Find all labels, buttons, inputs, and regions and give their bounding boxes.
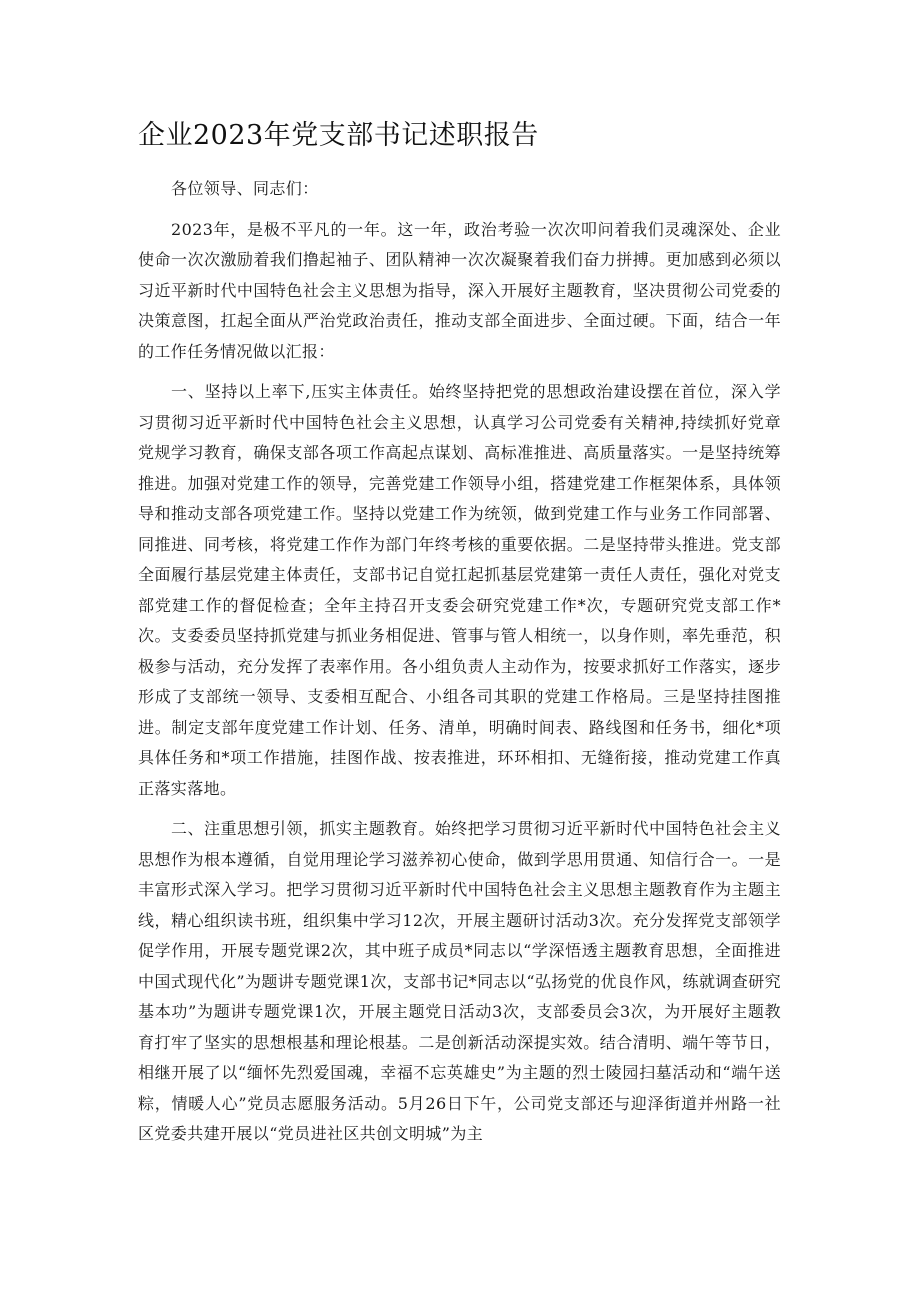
document-body [138, 174, 781, 1150]
section-one-paragraph: 一、坚持以上率下,压实主体责任。始终坚持把党的思想政治建设摆在首位，深入学习贯彻习近平新时代中国特色社会主义思想，认真学习公司党委有关精神,持续抓好党章党规学习教育，确保支部各项工作高起点谋划、高标准推进、高质量落实。一是坚持统筹推进。加强对党建工作的领导，完善党建工作领导小组，搭建党建工作框架体系，具体领导和推动支部各项党建工作。坚持以党建工作为统领，做到党建工作与业务工作同部署、同推进、同考核，将党建工作作为部门年终考核的重要依据。二是坚持带头推进。党支部全面履行基层党建主体责任，支部书记自觉扛起抓基层党建第一责任人责任，强化对党支部党建工作的督促检查；全年主持召开支委会研究党建工作*次，专题研究党支部工作*次。支委委员坚持抓党建与抓业务相促进、管事与管人相统一，以身作则，率先垂范，积极参与活动，充分发挥了表率作用。各小组负责人主动作为，按要求抓好工作落实，逐步形成了支部统一领导、支委相互配合、小组各司其职的党建工作格局。三是坚持挂图推进。制定支部年度党建工作计划、任务、清单，明确时间表、路线图和任务书，细化*项具体任务和*项工作措施，挂图作战、按表推进，环环相扣、无缝衔接，推动党建工作真正落实落地。 [138, 382, 781, 798]
section-two-paragraph: 二、注重思想引领，抓实主题教育。始终把学习贯彻习近平新时代中国特色社会主义思想作为根本遵循，自觉用理论学习滋养初心使命，做到学思用贯通、知信行合一。一是丰富形式深入学习。把学习贯彻习近平新时代中国特色社会主义思想主题教育作为主题主线，精心组织读书班，组织集中学习12次，开展主题研讨活动3次。充分发挥党支部领学促学作用，开展专题党课2次，其中班子成员*同志以“学深悟透主题教育思想，全面推进中国式现代化”为题讲专题党课1次，支部书记*同志以“弘扬党的优良作风，练就调查研究基本功”为题讲专题党课1次，开展主题党日活动3次，支部委员会3次，为开展好主题教育打牢了坚实的思想根基和理论根基。二是创新活动深提实效。结合清明、端午等节日，相继开展了以“缅怀先烈爱国魂，幸福不忘英雄史”为主题的烈士陵园扫墓活动和“端午送粽，情暖人心”党员志愿服务活动。5月26日下午，公司党支部还与迎泽街道并州路一社区党委共建开展以“党员进社区共创文明城”为主 [138, 819, 781, 1143]
salutation: 各位领导、同志们： [171, 179, 319, 198]
document-title: 企业2023年党支部书记述职报告 [138, 120, 539, 151]
intro-paragraph: 2023年，是极不平凡的一年。这一年，政治考验一次次叩问着我们灵魂深处、企业使命一次次激励着我们撸起袖子、团队精神一次次凝聚着我们奋力拼搏。更加感到必须以习近平新时代中国特色社会主义思想为指导，深入开展好主题教育，坚决贯彻公司党委的决策意图，扛起全面从严治党政治责任，推动支部全面进步、全面过硬。下面，结合一年的工作任务情况做以汇报： [138, 219, 781, 361]
